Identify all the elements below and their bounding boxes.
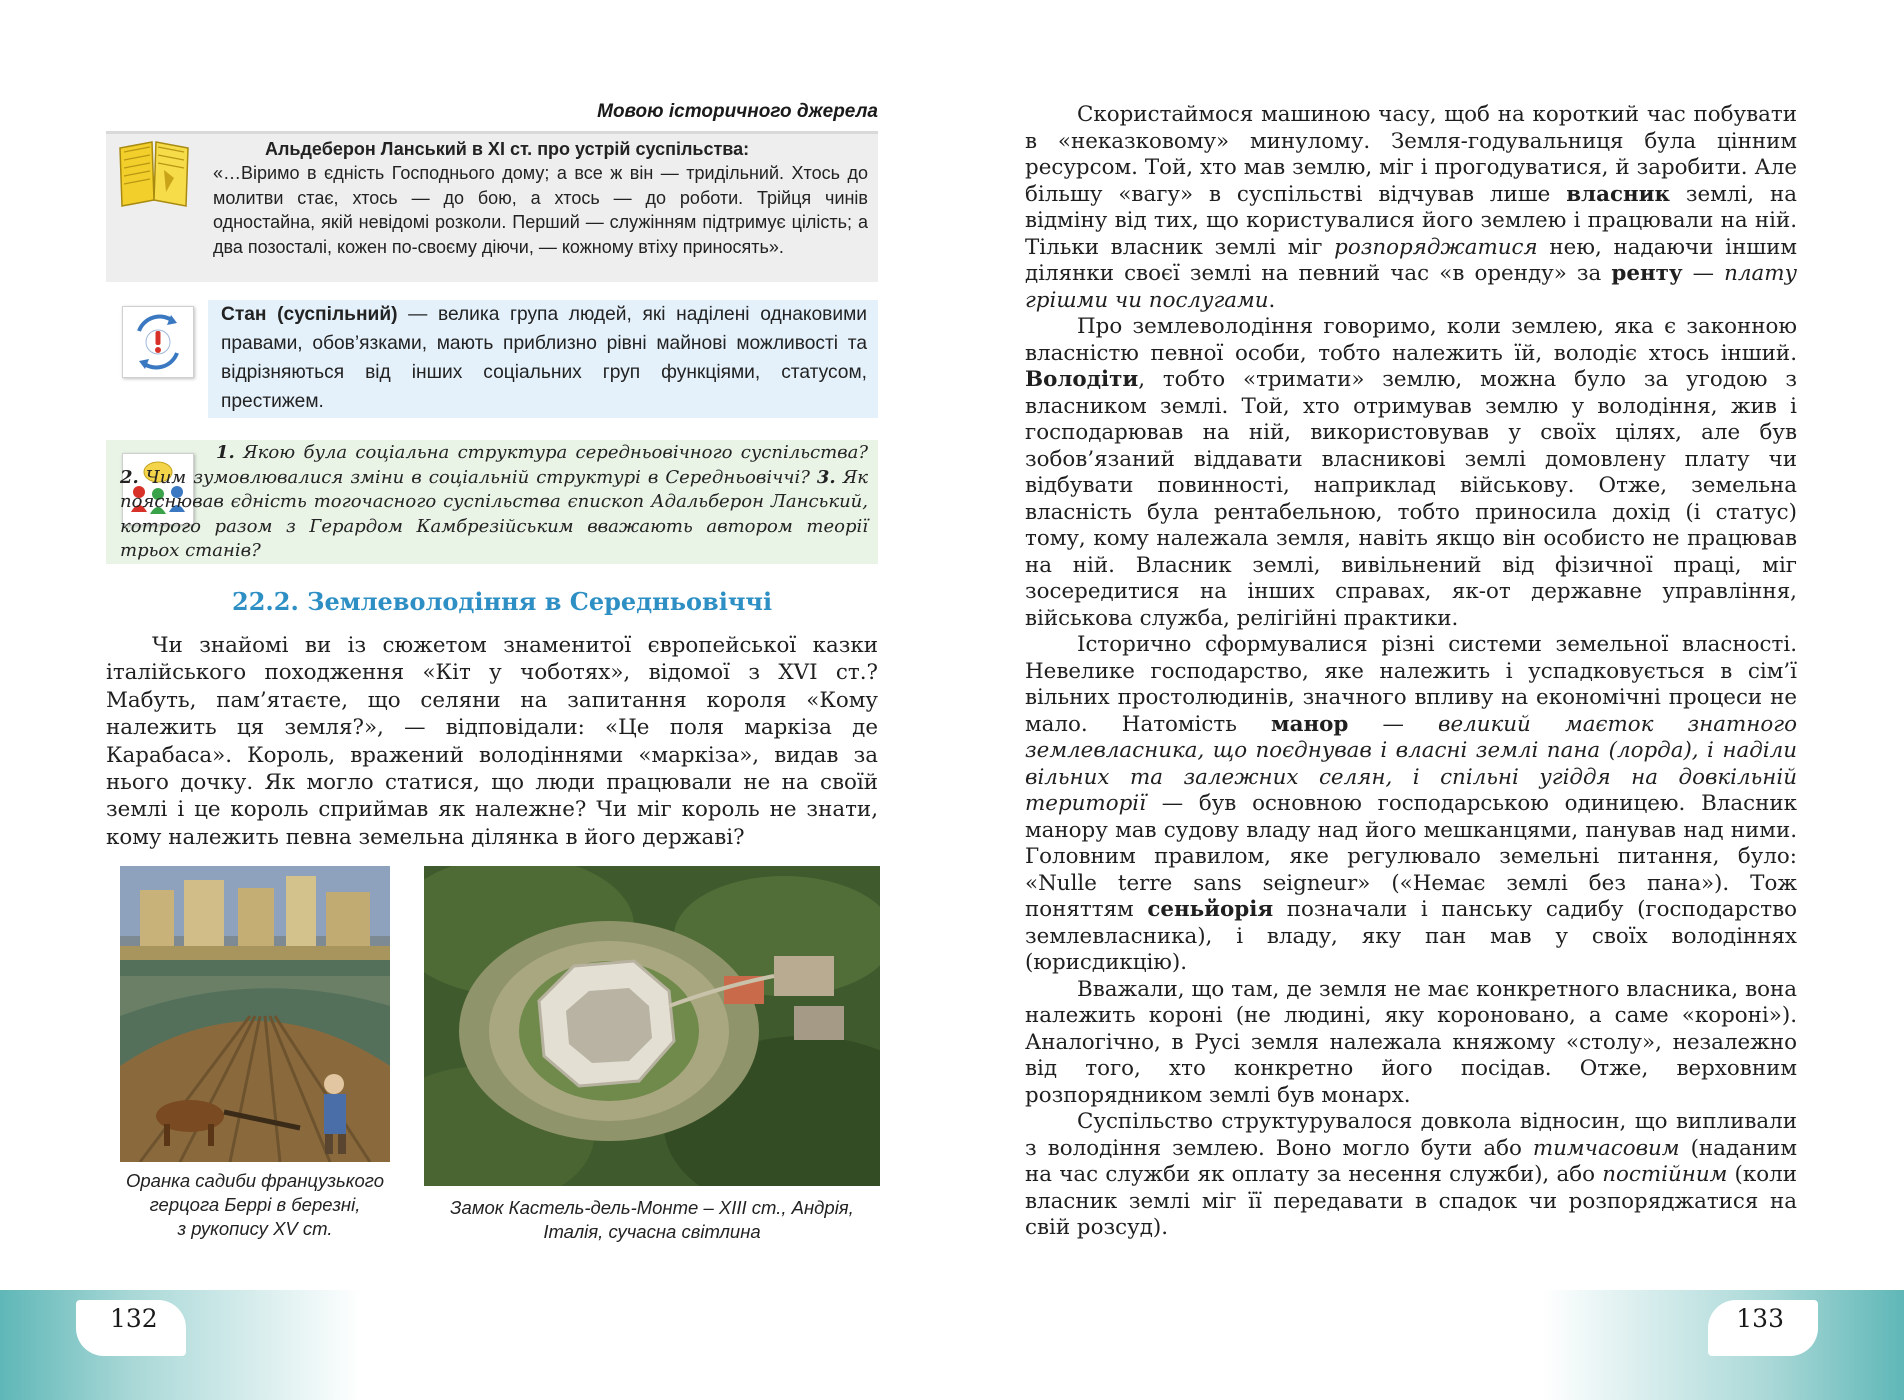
source-heading: Мовою історичного джерела	[597, 101, 878, 122]
bold-term: ренту	[1611, 261, 1683, 286]
question-2: Чим зумовлювалися зміни в соціальній структурі в Середньовіччі?	[138, 466, 817, 488]
caption-castle-line-2: Італія, сучасна світлина	[543, 1221, 761, 1242]
question-3-number: 3.	[816, 466, 836, 488]
definition-text	[221, 300, 867, 416]
italic-term: тимчасовим	[1532, 1135, 1680, 1161]
caption-manuscript	[100, 1169, 410, 1241]
caption-manuscript-line-1: Оранка садиби французького	[125, 1170, 384, 1191]
bold-term: сеньйорія	[1147, 897, 1274, 922]
question-3: Як пояснював єдність тогочасного суспільства єпископ Адальберон Ланський, котрого разом з Герардом Камбрезійським вважають автором теорії трьох станів?	[120, 466, 868, 562]
text-segment: .	[1268, 287, 1276, 313]
text-segment: землі, на відміну від тих, що користувалися його землею і працювали на ній. Тільки власник землі міг	[1025, 181, 1797, 260]
bold-term: Володіти	[1025, 367, 1139, 392]
text-segment: нею, надаючи іншим ділянки своєї землі на певний час «в оренду» за	[1025, 234, 1797, 286]
question-1: Якою була соціальна структура середньовічного суспільства?	[234, 442, 868, 463]
text-segment: , тобто «тримати» землю, можна було за угодою з власником землі. Той, хто отримував землю у володіння, жив і господарював на ній, використовував у своїх цілях, але був зобов’язаний віддавати власникові землі домовлену плату чи відбувати повинності, наприклад військову. Отже, земельна власність була рентабельною, тобто приносила дохід (і статус) тому, кому належала земля, навіть якщо він особисто не працював на ній. Власник землі, вивільнений від фізичної праці, міг зосередитися на інших справах, як-от державне управління, військова служба, релігійні практики.	[1025, 367, 1797, 631]
right-body-text	[1025, 102, 1797, 1242]
text-segment: (коли власник землі міг її передавати в спадок чи розпоряджатися на свій розсуд).	[1025, 1162, 1797, 1240]
question-2-number: 2.	[120, 466, 139, 488]
right-paragraph-2	[1025, 314, 1797, 632]
caption-castle	[424, 1196, 880, 1244]
exclamation-icon	[122, 306, 194, 378]
caption-manuscript-line-3: з рукопису XV ст.	[177, 1218, 333, 1239]
text-segment: —	[1348, 711, 1438, 737]
italic-term: великий маєток знатного землевласника, що поєднував і власні землі пана (лорда), і наділи вільних та залежних селян, і спільні угіддя на довкільній території	[1025, 711, 1797, 816]
italic-term: постійним	[1602, 1162, 1728, 1187]
caption-manuscript-line-2: герцога Беррі в березні,	[149, 1194, 361, 1215]
definition-body: — велика група людей, які наділені однаковими правами, обов’язками, мають приблизно рівні майнові можливості та відрізняються від інших соціальних груп функціями, статусом, престижем.	[221, 304, 868, 412]
text-segment: (наданим на час служби як оплату за несення служби), або	[1025, 1135, 1797, 1187]
section-title: 22.2. Землеволодіння в Середньовіччі	[232, 587, 773, 616]
manuscript-illustration	[120, 866, 390, 1162]
text-segment: Суспільство структурувалося довкола відносин, що випливали з володіння землею. Воно могло бути або	[1025, 1109, 1797, 1161]
text-segment: Скористаймося машиною часу, щоб на короткий час побувати в «неказковому» минулому. Земля-годувальниця була цінним ресурсом. Той, хто мав землю, міг і прогодуватися, й заробити. Але більшу «вагу» в суспільстві відчував лише	[1025, 102, 1797, 207]
text-segment: Про землеволодіння говоримо, коли землею, яка є законною власністю певної особи, тобто належить їй, володіє хтось інший.	[1025, 314, 1797, 366]
paragraph: Чи знайомі ви із сюжетом знаменитої європейської казки італійського походження «Кіт у чоботях», відомої з XVI ст.? Мабуть, пам’ятаєте, що селяни на запитання короля «Кому належить ця земля?», — відповідали: «Це поля маркіза де Карабаса». Король, вражений володіннями «маркіза», видав за нього дочку. Як могло статися, що люди працювали не на своїй землі і це король сприймав як належне? Чи міг король не знати, кому належить певна земельна ділянка в його державі?	[106, 633, 878, 850]
left-body-text	[106, 632, 878, 851]
question-1-number: 1.	[216, 442, 235, 463]
source-author: Альдеберон Ланський в XI ст. про устрій суспільства:	[265, 139, 750, 159]
bold-term: манор	[1271, 711, 1349, 737]
source-quote: «…Віримо в єдність Господнього дому; а все ж він — тридільний. Хтось до молитви стає, хтось — до бою, а хтось — до роботи. Трійця чинів одностайна, якій невідомі розколи. Перший — служінням підтримує цілість; а два позосталі, кожен по-своєму діючи, — кожному втіху приносять».	[213, 163, 868, 257]
source-text	[213, 137, 868, 259]
right-paragraph-1	[1025, 102, 1797, 314]
definition-term: Стан (суспільний)	[221, 304, 398, 325]
bold-term: власник	[1566, 181, 1670, 207]
right-paragraph-4	[1025, 977, 1797, 1110]
castle-photo	[424, 866, 880, 1186]
text-segment: Історично сформувалися різні системи земельної власності. Невелике господарство, яке належить і успадковується в сім’ї вільних простолюдинів, значного впливу на економічні процеси не мало. Натомість	[1025, 632, 1797, 737]
italic-term: плату грішми чи послугами	[1025, 261, 1797, 313]
text-segment: —	[1682, 261, 1725, 286]
right-paragraph-3	[1025, 632, 1797, 977]
page-number-left: 132	[76, 1300, 186, 1356]
page-number-right: 133	[1708, 1300, 1818, 1356]
italic-term: розпоряджатися	[1334, 234, 1538, 260]
questions-text	[120, 441, 868, 564]
text-segment: Вважали, що там, де земля не має конкретного власника, вона належить короні (не людині, яку короновано, а саме «короні»). Аналогічно, в Русі земля належала княжому «столу», незалежно від того, хто конкретно його посідав. Отже, верховним розпорядником землі був монарх.	[1025, 976, 1797, 1108]
caption-castle-line-1: Замок Кастель-дель-Монте – XIII ст., Андрія,	[450, 1197, 854, 1218]
text-segment: позначали і панську садибу (господарство землевласника), і владу, яку пан мав у своїх володіннях (юрисдикцію).	[1025, 897, 1797, 975]
text-segment: — був основною господарською одиницею. Власник манору мав судову владу над його мешканцями, панував над ними. Головним правилом, яке регулювало земельні питання, було: «Nulle terre sans seigneur» («Немає землі без пана»). Тож поняттям	[1025, 791, 1797, 922]
book-icon	[114, 136, 194, 210]
right-paragraph-5	[1025, 1109, 1797, 1242]
